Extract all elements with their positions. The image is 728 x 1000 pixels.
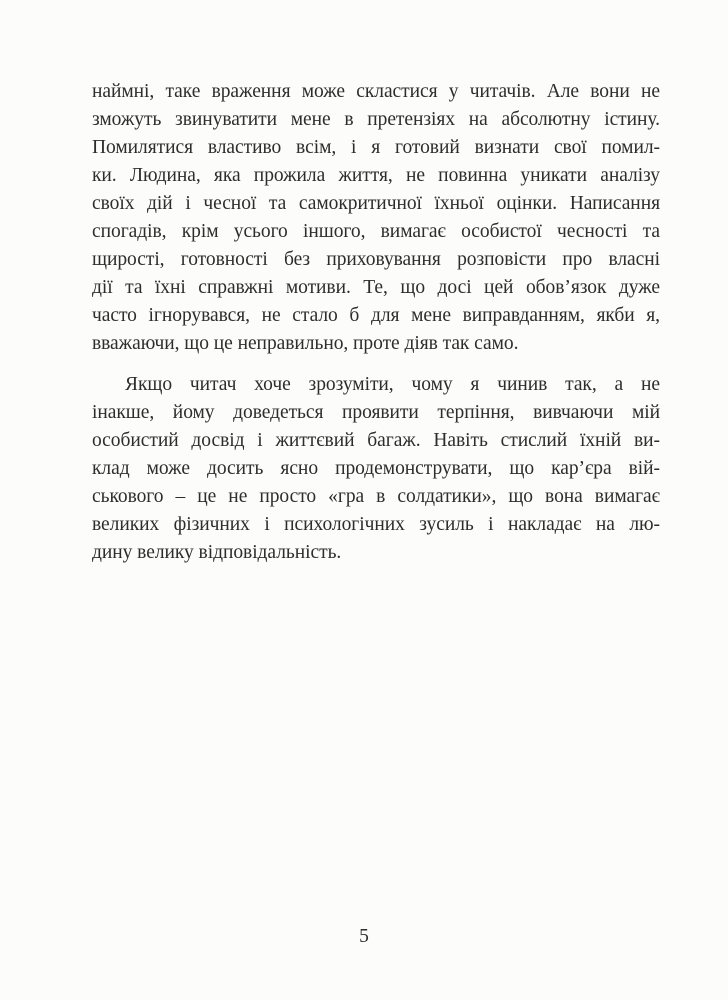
text-line: дину велику відповідальність. [92,542,342,563]
text-line: Помилятися властиво всім, і я готовий визнати свої помил- [92,137,660,158]
text-line: дії та їхні справжні мотиви. Те, що досі цей обов’язок дуже [92,277,660,298]
text-line: часто ігнорувався, не стало б для мене виправданням, якби я, [92,305,660,326]
text-line: особистий досвід і життєвий багаж. Навіть стислий їхній ви- [92,430,660,451]
text-line: інакше, йому доведеться проявити терпіння, вивчаючи мій [92,402,660,423]
text-line: клад може досить ясно продемонструвати, що кар’єра вій- [92,458,660,479]
text-line: щирості, готовності без приховування розповісти про власні [92,249,660,270]
text-line: великих фізичних і психологічних зусиль і накладає на лю- [92,514,660,535]
paragraph-1 [92,78,660,358]
text-line: зможуть звинуватити мене в претензіях на абсолютну істину. [92,109,660,130]
text-line: спогадів, крім усього іншого, вимагає особистої чесності та [92,221,660,242]
text-line: ськового – це не просто «гра в солдатики», що вона вимагає [92,486,660,507]
text-line: наймні, таке враження може скластися у читачів. Але вони не [92,81,660,102]
text-line: ки. Людина, яка прожила життя, не повинна уникати аналізу [92,165,660,186]
page-number: 5 [359,926,369,947]
text-line: Якщо читач хоче зрозуміти, чому я чинив так, а не [125,374,660,395]
body-text [92,78,660,567]
paragraph-2 [92,371,660,567]
text-line: своїх дій і чесної та самокритичної їхньої оцінки. Написання [92,193,660,214]
text-line: вважаючи, що це неправильно, проте діяв так само. [92,333,519,354]
